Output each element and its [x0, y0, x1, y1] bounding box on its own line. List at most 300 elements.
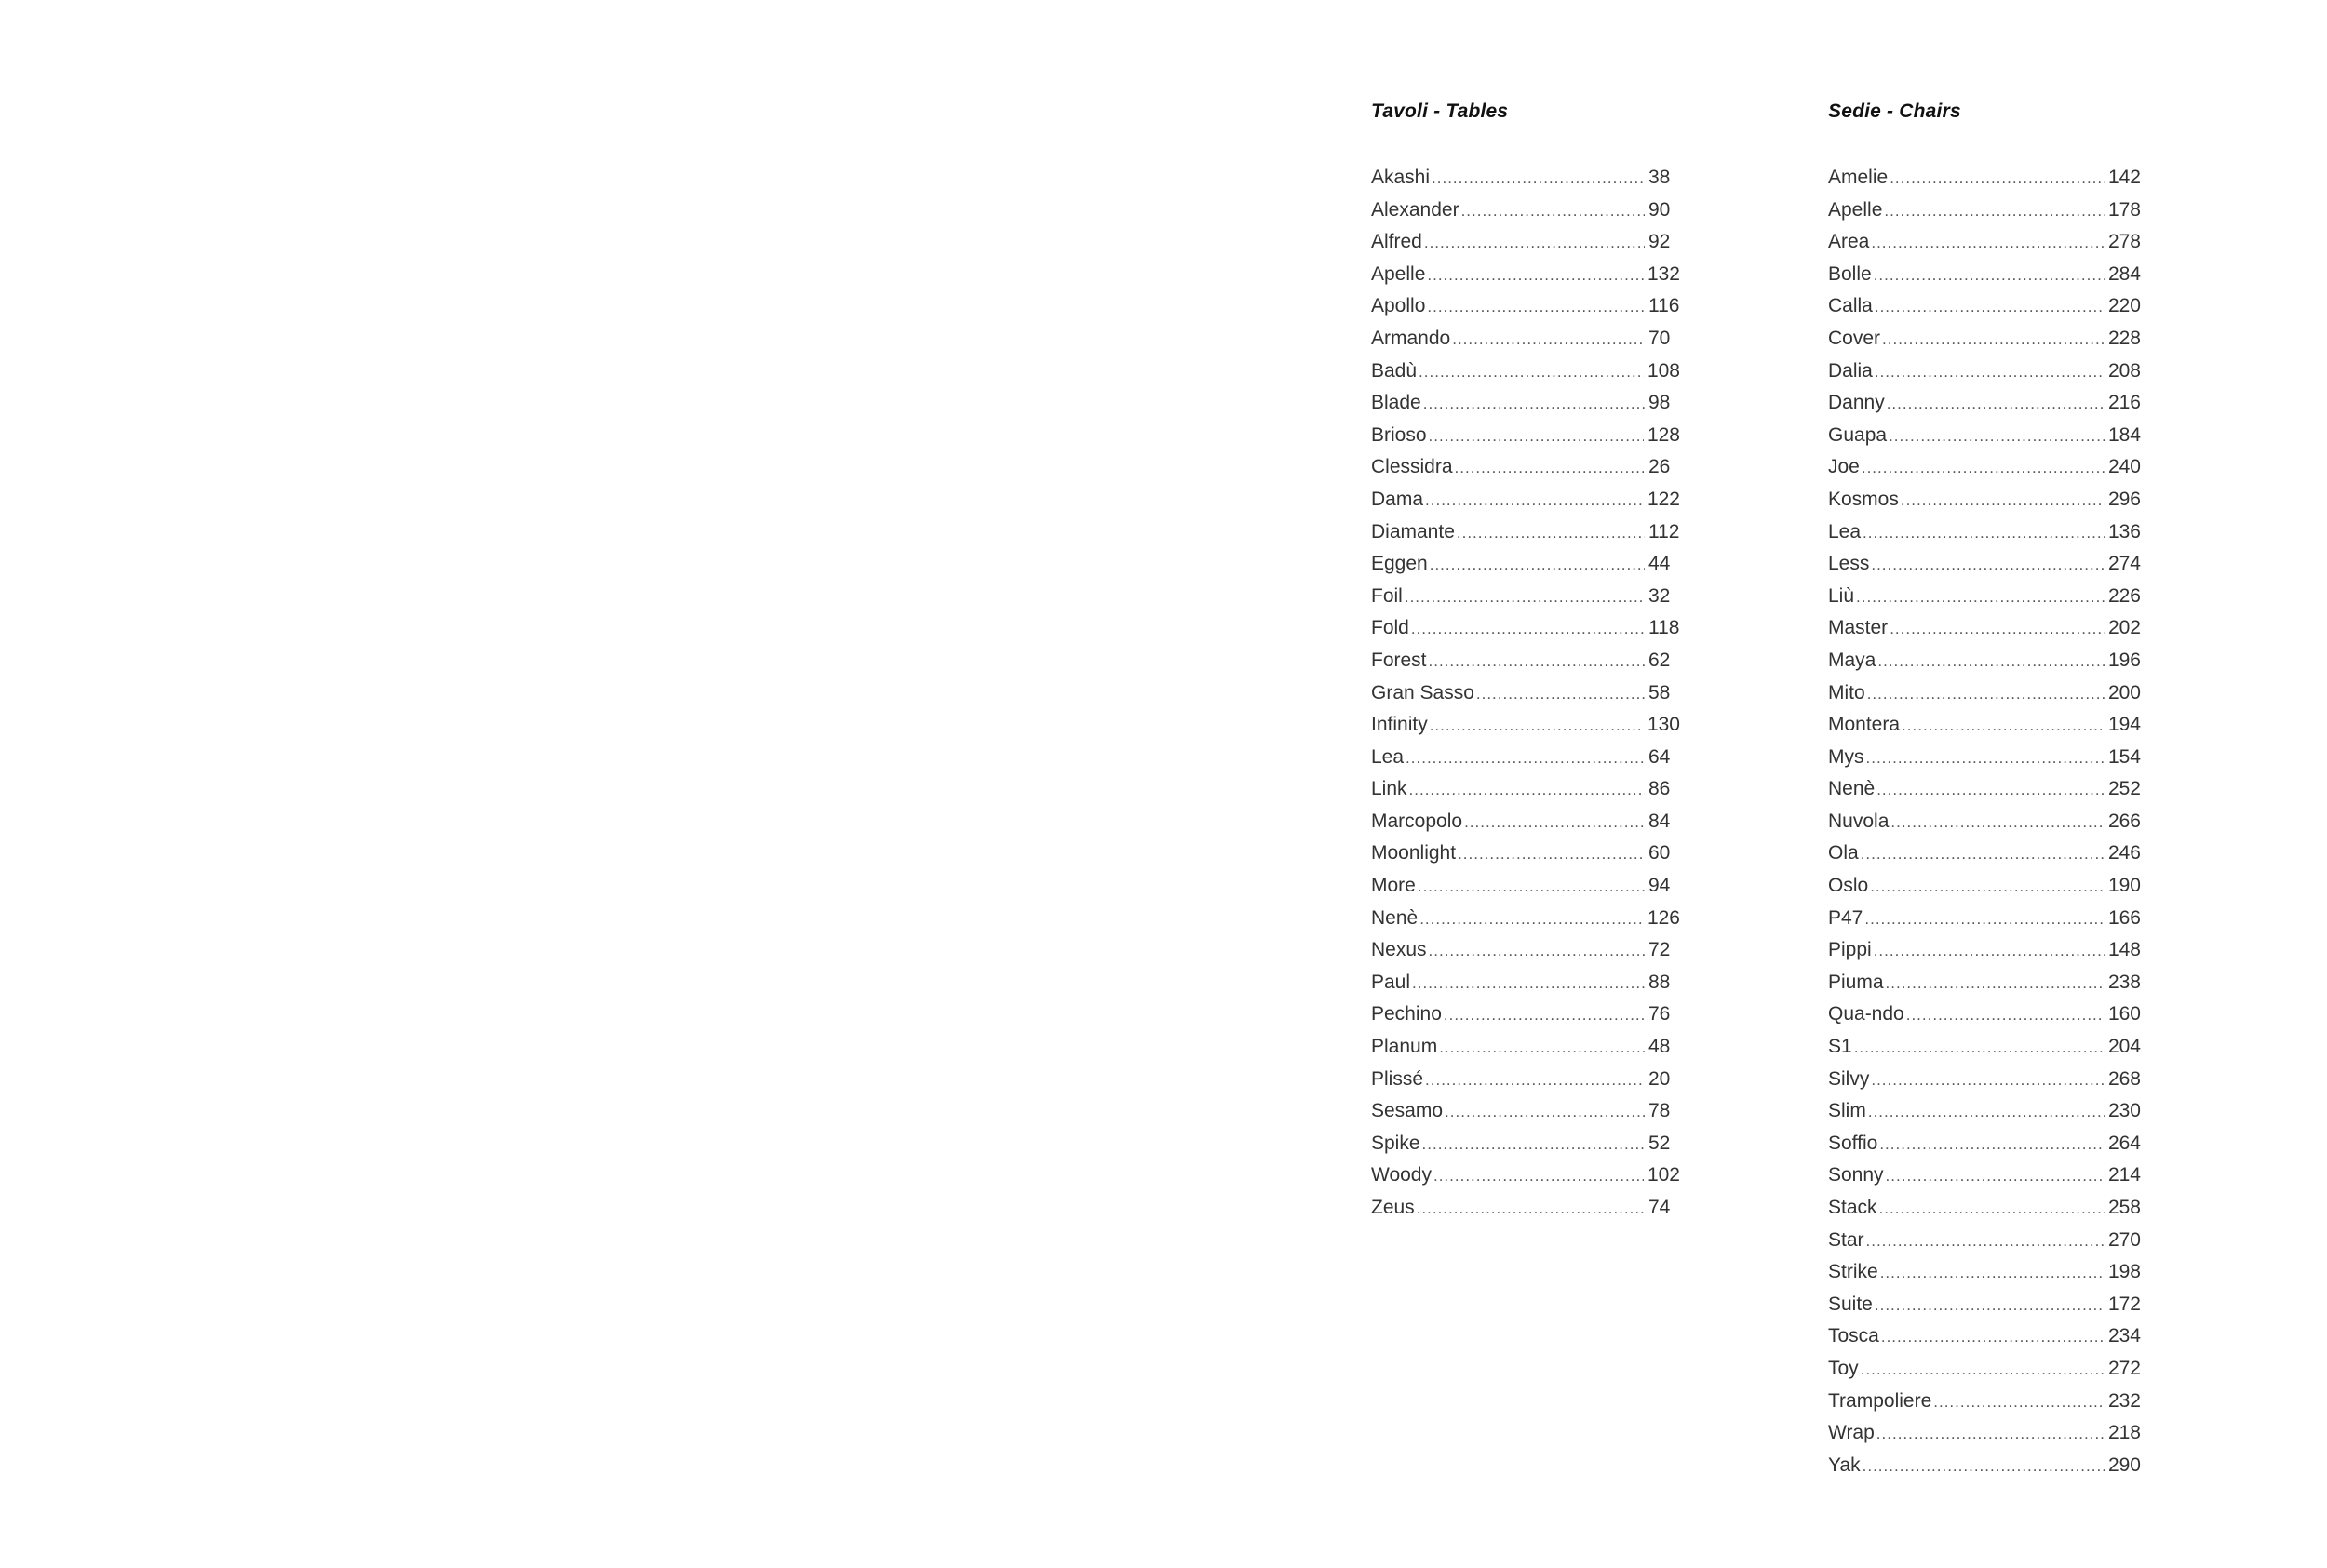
entry-name: Pechino	[1371, 1003, 1442, 1025]
index-entry	[1828, 451, 2141, 484]
entry-name: Area	[1828, 231, 1870, 253]
entry-name: Nenè	[1828, 778, 1876, 800]
entry-page-number: 48	[1648, 1036, 1671, 1058]
entry-name: Diamante	[1371, 520, 1455, 543]
entry-name: Slim	[1828, 1100, 1866, 1122]
entry-page-number: 268	[2107, 1067, 2141, 1090]
entry-page-number: 52	[1648, 1132, 1671, 1154]
entry-page-number: 284	[2107, 262, 2141, 285]
entry-page-number: 126	[1647, 906, 1680, 929]
entry-page-number: 274	[2107, 553, 2141, 575]
entry-name: Piuma	[1828, 971, 1884, 993]
index-entry	[1828, 773, 2141, 806]
index-entry	[1371, 1095, 1680, 1128]
entry-page-number: 194	[2107, 714, 2141, 736]
entry-name: Nuvola	[1828, 810, 1890, 832]
index-entry	[1828, 516, 2141, 549]
dot-leader	[1868, 1096, 2105, 1129]
index-entry	[1828, 420, 2141, 452]
index-entry	[1828, 967, 2141, 999]
dot-leader	[1889, 421, 2105, 453]
index-entry	[1828, 1192, 2141, 1225]
entry-name: Apelle	[1828, 198, 1883, 221]
entry-name: Calla	[1828, 295, 1873, 317]
entry-page-number: 90	[1648, 198, 1671, 221]
dot-leader	[1863, 517, 2105, 550]
dot-leader	[1890, 613, 2105, 646]
dot-leader	[1870, 871, 2105, 904]
entry-page-number: 58	[1648, 681, 1671, 704]
dot-leader	[1419, 904, 1644, 936]
entry-name: Kosmos	[1828, 488, 1899, 510]
index-entry	[1828, 548, 2141, 581]
entry-page-number: 78	[1648, 1100, 1671, 1122]
entry-page-number: 190	[2107, 875, 2141, 897]
dot-leader	[1457, 517, 1645, 550]
index-entry	[1371, 645, 1680, 677]
entry-name: Strike	[1828, 1261, 1878, 1283]
entry-page-number: 290	[2107, 1454, 2141, 1476]
entry-page-number: 142	[2107, 167, 2141, 188]
entry-name: Fold	[1371, 617, 1409, 639]
chairs-entry-list	[1828, 162, 2141, 1481]
dot-leader	[1464, 807, 1645, 839]
entry-page-number: 220	[2107, 295, 2141, 317]
entry-name: Tosca	[1828, 1325, 1879, 1347]
entry-page-number: 226	[2107, 584, 2141, 607]
entry-page-number: 238	[2107, 971, 2141, 993]
chairs-section-title: Sedie - Chairs	[1828, 101, 1961, 122]
entry-page-number: 94	[1648, 875, 1671, 897]
index-entry	[1371, 870, 1680, 903]
dot-leader	[1429, 935, 1645, 968]
dot-leader	[1875, 356, 2105, 389]
entry-name: Foil	[1371, 584, 1403, 607]
entry-name: Plissé	[1371, 1067, 1424, 1090]
index-entry	[1828, 1064, 2141, 1096]
entry-name: Soffio	[1828, 1132, 1878, 1154]
dot-leader	[1876, 1418, 2105, 1451]
entry-page-number: 172	[2107, 1293, 2141, 1315]
entry-name: Star	[1828, 1228, 1864, 1251]
index-entry	[1828, 934, 2141, 967]
index-entry	[1371, 773, 1680, 806]
entry-name: Amelie	[1828, 167, 1889, 188]
dot-leader	[1871, 227, 2105, 260]
entry-name: Eggen	[1371, 553, 1428, 575]
dot-leader	[1430, 710, 1644, 743]
dot-leader	[1476, 678, 1645, 711]
entry-name: Gran Sasso	[1371, 681, 1474, 704]
entry-name: Brioso	[1371, 423, 1427, 446]
entry-page-number: 64	[1648, 745, 1671, 768]
entry-page-number: 270	[2107, 1228, 2141, 1251]
entry-page-number: 76	[1648, 1003, 1671, 1025]
entry-name: Joe	[1828, 456, 1860, 478]
entry-page-number: 128	[1647, 423, 1680, 446]
entry-page-number: 20	[1648, 1067, 1671, 1090]
entry-name: Paul	[1371, 971, 1411, 993]
entry-name: Toy	[1828, 1357, 1859, 1379]
entry-name: Infinity	[1371, 714, 1428, 736]
entry-page-number: 200	[2107, 681, 2141, 704]
entry-page-number: 218	[2107, 1422, 2141, 1444]
entry-name: Danny	[1828, 392, 1885, 414]
entry-page-number: 148	[2107, 939, 2141, 961]
dot-leader	[1879, 1129, 2105, 1161]
index-entry	[1828, 226, 2141, 259]
index-entry	[1371, 259, 1680, 291]
entry-page-number: 160	[2107, 1003, 2141, 1025]
entry-name: Forest	[1371, 649, 1427, 671]
dot-leader	[1867, 678, 2105, 711]
dot-leader	[1427, 260, 1644, 292]
index-entry	[1371, 998, 1680, 1031]
index-entry	[1371, 451, 1680, 484]
index-entry	[1828, 1450, 2141, 1482]
entry-name: Mys	[1828, 745, 1864, 768]
entry-name: Yak	[1828, 1454, 1861, 1476]
dot-leader	[1901, 485, 2105, 517]
index-entry	[1828, 1320, 2141, 1353]
entry-name: Cover	[1828, 327, 1881, 349]
entry-name: Apelle	[1371, 262, 1426, 285]
entry-name: Apollo	[1371, 295, 1426, 317]
entry-page-number: 272	[2107, 1357, 2141, 1379]
entry-name: Montera	[1828, 714, 1901, 736]
index-entry	[1828, 1128, 2141, 1160]
entry-name: More	[1371, 875, 1416, 897]
entry-page-number: 228	[2107, 327, 2141, 349]
entry-name: Bolle	[1828, 262, 1872, 285]
entry-page-number: 198	[2107, 1261, 2141, 1283]
entry-page-number: 62	[1648, 649, 1671, 671]
entry-page-number: 204	[2107, 1036, 2141, 1058]
entry-page-number: 92	[1648, 231, 1671, 253]
index-entry	[1828, 1256, 2141, 1289]
tables-index-column	[1371, 97, 1680, 1225]
index-entry	[1828, 323, 2141, 355]
entry-page-number: 38	[1648, 167, 1671, 188]
index-entry	[1828, 1386, 2141, 1418]
dot-leader	[1886, 1160, 2105, 1193]
dot-leader	[1433, 1160, 1644, 1193]
entry-name: Stack	[1828, 1197, 1877, 1218]
dot-leader	[1424, 227, 1645, 260]
entry-page-number: 26	[1648, 456, 1671, 478]
index-entry	[1828, 290, 2141, 323]
index-entry	[1828, 903, 2141, 935]
index-entry	[1371, 1159, 1680, 1192]
entry-page-number: 154	[2107, 745, 2141, 768]
dot-leader	[1902, 710, 2105, 743]
dot-leader	[1881, 1321, 2105, 1354]
dot-leader	[1861, 838, 2105, 871]
entry-name: Lea	[1371, 745, 1405, 768]
index-entry	[1828, 645, 2141, 677]
dot-leader	[1854, 1032, 2105, 1065]
dot-leader	[1419, 356, 1644, 389]
dot-leader	[1429, 646, 1645, 678]
entry-page-number: 208	[2107, 359, 2141, 382]
dot-leader	[1405, 582, 1645, 614]
entry-page-number: 84	[1648, 810, 1671, 832]
entry-page-number: 112	[1648, 520, 1680, 543]
entry-name: P47	[1828, 906, 1863, 929]
entry-page-number: 214	[2107, 1164, 2141, 1186]
entry-name: Silvy	[1828, 1067, 1870, 1090]
entry-name: Blade	[1371, 392, 1421, 414]
entry-name: Pippi	[1828, 939, 1872, 961]
dot-leader	[1411, 613, 1645, 646]
entry-name: Lea	[1828, 520, 1862, 543]
dot-leader	[1425, 1065, 1645, 1097]
entry-page-number: 74	[1648, 1197, 1671, 1218]
entry-name: S1	[1828, 1036, 1852, 1058]
entry-page-number: 178	[2107, 198, 2141, 221]
index-entry	[1371, 420, 1680, 452]
index-entry	[1828, 387, 2141, 420]
dot-leader	[1423, 388, 1645, 421]
index-entry	[1828, 1031, 2141, 1064]
index-entry	[1828, 677, 2141, 710]
dot-leader	[1875, 291, 2105, 324]
entry-page-number: 216	[2107, 392, 2141, 414]
dot-leader	[1455, 452, 1645, 485]
dot-leader	[1874, 935, 2105, 968]
entry-page-number: 278	[2107, 231, 2141, 253]
dot-leader	[1422, 1129, 1645, 1161]
index-entry	[1371, 162, 1680, 194]
dot-leader	[1856, 582, 2105, 614]
entry-page-number: 264	[2107, 1132, 2141, 1154]
index-entry	[1828, 355, 2141, 388]
index-entry	[1828, 484, 2141, 516]
index-entry	[1828, 998, 2141, 1031]
entry-page-number: 130	[1647, 714, 1680, 736]
entry-name: Zeus	[1371, 1197, 1415, 1218]
entry-name: Marcopolo	[1371, 810, 1463, 832]
dot-leader	[1418, 871, 1645, 904]
dot-leader	[1875, 1290, 2105, 1322]
entry-name: Master	[1828, 617, 1889, 639]
dot-leader	[1880, 1257, 2105, 1290]
entry-name: Alexander	[1371, 198, 1459, 221]
index-entry	[1371, 581, 1680, 613]
entry-page-number: 266	[2107, 810, 2141, 832]
dot-leader	[1933, 1387, 2105, 1419]
entry-page-number: 98	[1648, 392, 1671, 414]
index-entry	[1371, 677, 1680, 710]
index-entry	[1371, 323, 1680, 355]
dot-leader	[1887, 388, 2105, 421]
index-entry	[1828, 1225, 2141, 1257]
entry-name: Nenè	[1371, 906, 1419, 929]
entry-page-number: 230	[2107, 1100, 2141, 1122]
index-entry	[1371, 967, 1680, 999]
entry-name: Planum	[1371, 1036, 1438, 1058]
entry-name: Woody	[1371, 1164, 1432, 1186]
index-entry	[1828, 259, 2141, 291]
index-entry	[1828, 1353, 2141, 1386]
index-entry	[1371, 387, 1680, 420]
dot-leader	[1864, 904, 2105, 936]
dot-leader	[1906, 999, 2105, 1032]
entry-name: Oslo	[1828, 875, 1869, 897]
entry-page-number: 252	[2107, 778, 2141, 800]
entry-page-number: 72	[1648, 939, 1671, 961]
dot-leader	[1417, 1193, 1645, 1226]
dot-leader	[1871, 549, 2105, 582]
entry-page-number: 132	[1647, 262, 1680, 285]
entry-page-number: 44	[1648, 553, 1671, 575]
index-entry	[1371, 516, 1680, 549]
entry-page-number: 258	[2107, 1197, 2141, 1218]
index-entry	[1828, 838, 2141, 870]
dot-leader	[1445, 1096, 1645, 1129]
entry-name: Dama	[1371, 488, 1424, 510]
index-entry	[1828, 742, 2141, 774]
entry-name: Qua-ndo	[1828, 1003, 1904, 1025]
entry-page-number: 118	[1648, 617, 1680, 639]
entry-page-number: 202	[2107, 617, 2141, 639]
index-entry	[1371, 709, 1680, 742]
index-entry	[1828, 194, 2141, 227]
entry-page-number: 88	[1648, 971, 1671, 993]
index-entry	[1371, 355, 1680, 388]
index-entry	[1371, 742, 1680, 774]
index-entry	[1828, 870, 2141, 903]
entry-name: Guapa	[1828, 423, 1888, 446]
entry-name: Nexus	[1371, 939, 1427, 961]
entry-name: Spike	[1371, 1132, 1420, 1154]
entry-page-number: 232	[2107, 1389, 2141, 1412]
dot-leader	[1430, 549, 1645, 582]
chairs-index-column	[1828, 97, 2141, 1481]
dot-leader	[1884, 195, 2105, 228]
dot-leader	[1409, 774, 1645, 807]
dot-leader	[1427, 291, 1645, 324]
entry-page-number: 32	[1648, 584, 1671, 607]
entry-name: Link	[1371, 778, 1407, 800]
dot-leader	[1866, 1226, 2105, 1258]
dot-leader	[1439, 1032, 1645, 1065]
dot-leader	[1877, 646, 2105, 678]
entry-name: Badù	[1371, 359, 1418, 382]
entry-page-number: 234	[2107, 1325, 2141, 1347]
entry-name: Armando	[1371, 327, 1451, 349]
dot-leader	[1879, 1193, 2105, 1226]
dot-leader	[1406, 743, 1645, 775]
index-entry	[1371, 903, 1680, 935]
entry-page-number: 60	[1648, 842, 1671, 864]
index-entry	[1371, 194, 1680, 227]
dot-leader	[1862, 452, 2105, 485]
tables-section-title: Tavoli - Tables	[1371, 101, 1509, 122]
index-entry	[1371, 838, 1680, 870]
dot-leader	[1452, 324, 1645, 356]
entry-page-number: 102	[1647, 1164, 1680, 1186]
dot-leader	[1890, 163, 2105, 195]
entry-name: Clessidra	[1371, 456, 1453, 478]
index-entry	[1828, 1289, 2141, 1321]
index-entry	[1828, 1417, 2141, 1450]
index-entry	[1828, 612, 2141, 645]
index-entry	[1371, 548, 1680, 581]
dot-leader	[1429, 421, 1644, 453]
dot-leader	[1412, 968, 1645, 1000]
dot-leader	[1890, 807, 2105, 839]
entry-page-number: 246	[2107, 842, 2141, 864]
index-entry	[1828, 1159, 2141, 1192]
index-entry	[1371, 1192, 1680, 1225]
dot-leader	[1871, 1065, 2105, 1097]
index-entry	[1371, 1031, 1680, 1064]
entry-page-number: 108	[1647, 359, 1680, 382]
entry-page-number: 296	[2107, 488, 2141, 510]
tables-entry-list	[1371, 162, 1680, 1225]
entry-page-number: 166	[2107, 906, 2141, 929]
index-entry	[1828, 709, 2141, 742]
index-entry	[1371, 934, 1680, 967]
index-entry	[1371, 290, 1680, 323]
dot-leader	[1882, 324, 2105, 356]
index-entry	[1371, 1064, 1680, 1096]
dot-leader	[1876, 774, 2105, 807]
index-entry	[1828, 1095, 2141, 1128]
entry-name: Moonlight	[1371, 842, 1457, 864]
index-entry	[1371, 1128, 1680, 1160]
dot-leader	[1425, 485, 1644, 517]
entry-name: Sonny	[1828, 1164, 1884, 1186]
entry-name: Mito	[1828, 681, 1865, 704]
dot-leader	[1886, 968, 2105, 1000]
dot-leader	[1458, 838, 1645, 871]
dot-leader	[1461, 195, 1645, 228]
entry-name: Akashi	[1371, 167, 1431, 188]
dot-leader	[1444, 999, 1645, 1032]
entry-page-number: 86	[1648, 778, 1671, 800]
entry-page-number: 70	[1648, 327, 1671, 349]
entry-name: Trampoliere	[1828, 1389, 1932, 1412]
index-entry	[1371, 226, 1680, 259]
index-entry	[1371, 484, 1680, 516]
entry-name: Ola	[1828, 842, 1859, 864]
entry-name: Sesamo	[1371, 1100, 1444, 1122]
entry-name: Maya	[1828, 649, 1876, 671]
entry-name: Liù	[1828, 584, 1855, 607]
entry-name: Wrap	[1828, 1422, 1875, 1444]
entry-page-number: 122	[1647, 488, 1680, 510]
entry-page-number: 136	[2107, 520, 2141, 543]
index-entry	[1371, 612, 1680, 645]
entry-page-number: 240	[2107, 456, 2141, 478]
dot-leader	[1866, 743, 2105, 775]
entry-page-number: 184	[2107, 423, 2141, 446]
index-entry	[1371, 806, 1680, 838]
index-entry	[1828, 162, 2141, 194]
entry-page-number: 116	[1648, 295, 1680, 317]
entry-name: Alfred	[1371, 231, 1422, 253]
index-entry	[1828, 806, 2141, 838]
entry-name: Less	[1828, 553, 1870, 575]
entry-name: Dalia	[1828, 359, 1873, 382]
dot-leader	[1861, 1354, 2105, 1387]
dot-leader	[1863, 1451, 2105, 1483]
entry-name: Suite	[1828, 1293, 1873, 1315]
entry-page-number: 196	[2107, 649, 2141, 671]
index-entry	[1828, 581, 2141, 613]
